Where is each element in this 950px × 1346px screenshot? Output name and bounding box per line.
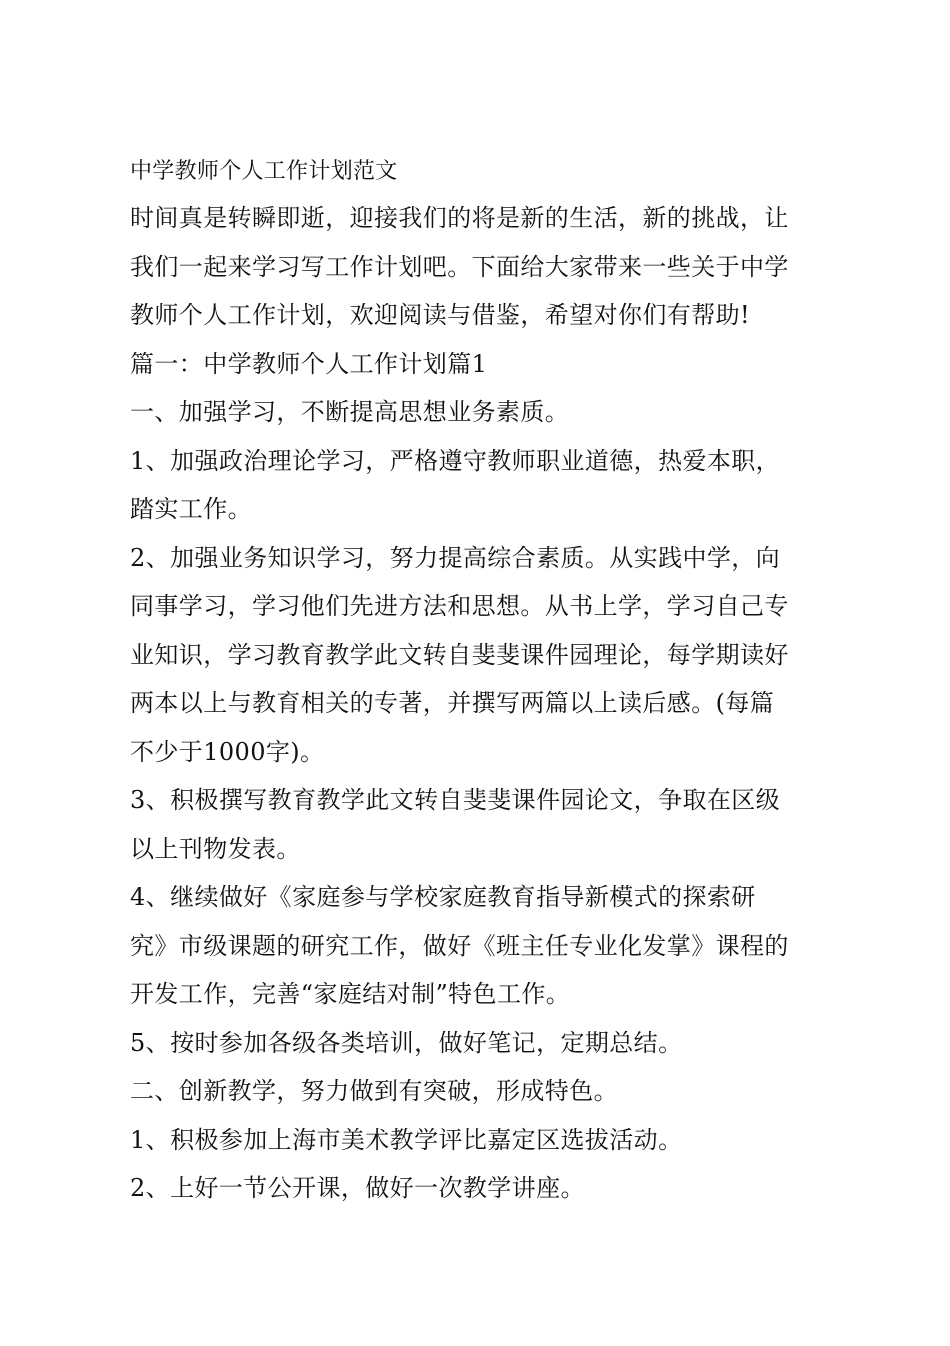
subsection-heading: 二、创新教学，努力做到有突破，形成特色。 <box>130 1077 618 1105</box>
paragraph-line: 时间真是转瞬即逝，迎接我们的将是新的生活，新的挑战，让 <box>130 204 789 232</box>
list-item: 1、加强政治理论学习，严格遵守教师职业道德，热爱本职， <box>130 446 781 475</box>
paragraph-line: 我们一起来学习写工作计划吧。下面给大家带来一些关于中学 <box>130 252 789 281</box>
list-item: 2、上好一节公开课，做好一次教学讲座。 <box>130 1174 585 1202</box>
list-item: 4、继续做好《家庭参与学校家庭教育指导新模式的探索研 <box>130 883 756 911</box>
list-item-continuation: 踏实工作。 <box>130 495 252 523</box>
section-heading: 篇一：中学教师个人工作计划篇1 <box>130 349 488 378</box>
subsection-heading: 一、加强学习，不断提高思想业务素质。 <box>130 398 570 426</box>
list-item-continuation: 同事学习，学习他们先进方法和思想。从书上学，学习自己专 <box>130 592 789 620</box>
list-item-continuation: 究》市级课题的研究工作，做好《班主任专业化发掌》课程的 <box>130 931 789 960</box>
list-item: 1、积极参加上海市美术教学评比嘉定区选拔活动。 <box>130 1125 683 1154</box>
list-item-continuation: 不少于1000字)。 <box>130 737 325 766</box>
list-item: 3、积极撰写教育教学此文转自斐斐课件园论文，争取在区级 <box>130 786 781 814</box>
list-item: 2、加强业务知识学习，努力提高综合素质。从实践中学，向 <box>130 543 781 572</box>
document-body <box>130 150 830 1213</box>
list-item-continuation: 业知识，学习教育教学此文转自斐斐课件园理论，每学期读好 <box>130 640 789 669</box>
list-item-continuation: 两本以上与教育相关的专著，并撰写两篇以上读后感。(每篇 <box>130 689 775 717</box>
paragraph-line: 教师个人工作计划，欢迎阅读与借鉴，希望对你们有帮助! <box>130 301 751 329</box>
list-item: 5、按时参加各级各类培训，做好笔记，定期总结。 <box>130 1028 683 1057</box>
list-item-continuation: 开发工作，完善“家庭结对制”特色工作。 <box>130 980 571 1008</box>
document-title: 中学教师个人工作计划范文 <box>130 159 398 184</box>
list-item-continuation: 以上刊物发表。 <box>130 834 301 863</box>
